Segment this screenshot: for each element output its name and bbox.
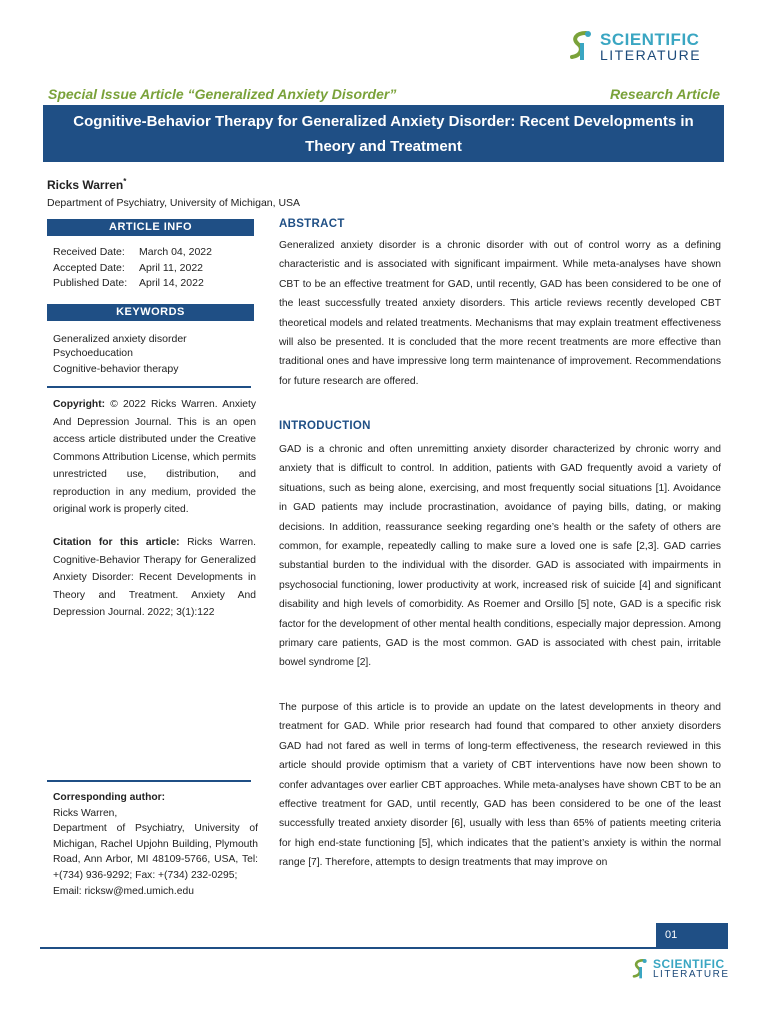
info-row-accepted (53, 262, 203, 274)
author-mark: * (123, 177, 127, 186)
publisher-logo (566, 30, 701, 62)
info-label: Published Date: (53, 277, 128, 289)
footer-rule (40, 947, 728, 949)
keyword-item: Psychoeducation (53, 347, 133, 359)
info-value: March 04, 2022 (139, 246, 212, 258)
sidebar-divider (47, 386, 251, 388)
logo-name-bottom: LITERATURE (653, 969, 730, 980)
keyword-item: Cognitive-behavior therapy (53, 363, 179, 375)
author-name: Ricks Warren (47, 178, 124, 192)
logo-name-top: SCIENTIFIC (600, 29, 700, 49)
footer-logo (630, 957, 730, 981)
citation-block (53, 534, 256, 622)
sidebar-divider (47, 780, 251, 782)
abstract-heading: ABSTRACT (279, 218, 345, 230)
article-info-heading: ARTICLE INFO (47, 219, 254, 236)
info-row-received (53, 246, 212, 258)
article-title: Cognitive-Behavior Therapy for Generalized Anxiety Disorder: Recent Developments in Theory and Treatment (73, 112, 694, 155)
abstract-text: Generalized anxiety disorder is a chronic disorder with out of control worry as a defining characteristic and is associated with significant impairment. While meta-analyses have shown CBT to be an effective treatment for GAD, until recently, GAD has been considered to be one of the least successfully treated anxiety disorders. This article reviews recently developed CBT theoretical models and related treatments. Mechanisms that may explain treatment effectiveness will also be presented. It is concluded that the more recent treatments are more effective than traditional ones and have impressive long term maintenance of improvement. Recommendations for future research are offered. (279, 240, 721, 387)
keywords-heading: KEYWORDS (47, 304, 254, 321)
article-type: Research Article (610, 86, 720, 102)
citation-text: Ricks Warren. Cognitive-Behavior Therapy for Generalized Anxiety Disorder: Recent Developments in Theory and Treatment. Anxiety And Depression Journal. 2022; 3(1):122 (53, 537, 256, 618)
introduction-heading: INTRODUCTION (279, 420, 371, 432)
issue-name: “Generalized Anxiety Disorder” (187, 86, 397, 102)
info-label: Received Date: (53, 246, 125, 258)
info-label: Accepted Date: (53, 262, 125, 274)
info-value: April 14, 2022 (139, 277, 204, 289)
author-line (47, 177, 126, 192)
keyword-item: Generalized anxiety disorder (53, 333, 187, 345)
info-row-published (53, 277, 204, 289)
corresponding-email[interactable]: Email: ricksw@med.umich.edu (53, 885, 194, 897)
info-value: April 11, 2022 (139, 262, 204, 274)
copyright-block (53, 396, 256, 519)
issue-prefix: Special Issue Article (48, 86, 188, 102)
corresponding-label: Corresponding author: (53, 792, 166, 803)
logo-icon (566, 30, 596, 62)
citation-label: Citation for this article: (53, 537, 180, 548)
corresponding-author-block (53, 790, 258, 899)
logo-name-bottom: LITERATURE (600, 46, 702, 63)
special-issue-line (48, 86, 396, 102)
affiliation: Department of Psychiatry, University of Michigan, USA (47, 197, 301, 209)
page-number: 01 (656, 923, 728, 948)
title-bar (43, 105, 724, 162)
introduction-paragraph-2: The purpose of this article is to provide an update on the latest developments in theory and treatment for GAD. While prior research had found that compared to other anxiety disorders GAD had not fared as well in terms of long-term effectiveness, the research reviewed in this article should provide optimism that a variety of CBT interventions have now been shown to confer advantages over earlier CBT approaches. While meta-analyses have shown CBT to be an effective treatment for GAD, until recently, GAD has been considered to be one of the least successfully treated anxiety disorder [6], usually with less than 65% of patients meeting criteria for high end-state functioning [5], which indicates that the patient’s anxiety is within the normal range [7]. Therefore, attempts to design treatments that may improve on (279, 702, 721, 869)
corresponding-address: Department of Psychiatry, University of Michigan, Rachel Upjohn Building, Plymouth Road, Ann Arbor, MI 48109-5766, USA, Tel: +(734) 936-9292; Fax: +(734) 232-0295; (53, 823, 258, 881)
logo-icon (630, 957, 650, 981)
corresponding-name: Ricks Warren, (53, 807, 118, 819)
introduction-paragraph-1: GAD is a chronic and often unremitting anxiety disorder characterized by chronic worry and anxiety that is difficult to control. In addition, patients with GAD frequently avoid a variety of situations, such as being alone, exercising, and most frequently social situations [1]. Avoidance in GAD patients may include procrastination, avoidance of paying bills, dating, or making decisions. In addition, reassurance seeking regarding one’s health or the safety of others are common, for example, repeatedly calling to make sure a loved one is safe [2,3]. GAD carries substantial burden to the individual with the disorder. GAD is associated with impairments in psychosocial functioning, lower productivity at work, increased risk of suicide [4] and significant disability and high levels of comorbidity. As Roemer and Orsillo [5] note, GAD is a specific risk factor for the development of other mental health conditions, especially major depression. Among primary care patients, GAD is the most common. GAD is associated with chest pain, irritable bowel syndrome [2]. (279, 444, 721, 669)
copyright-text: © 2022 Ricks Warren. Anxiety And Depression Journal. This is an open access article distributed under the Creative Commons Attribution License, which permits unrestricted use, distribution, and reproduction in any medium, provided the original work is properly cited. (53, 399, 256, 515)
copyright-label: Copyright: (53, 399, 106, 410)
logo-name-top: SCIENTIFIC (653, 957, 725, 971)
